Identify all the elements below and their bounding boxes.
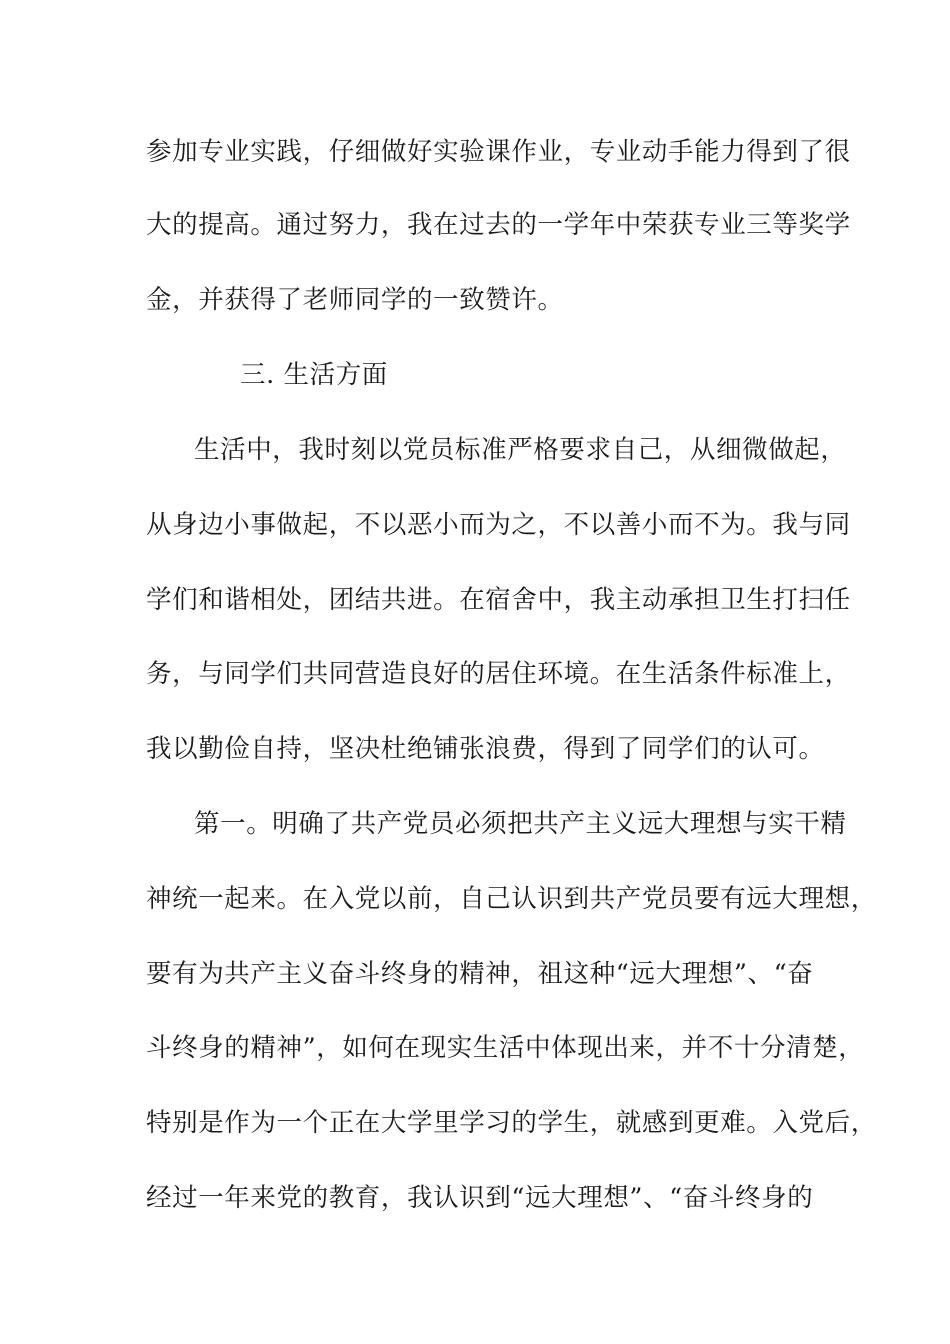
paragraph-line: 要有为共产主义奋斗终身的精神，祖这种“远大理想”、“奋 (146, 959, 814, 989)
paragraph-line: 务，与同学们共同营造良好的居住环境。在生活条件标准上， (146, 659, 851, 689)
paragraph-line: 生活中，我时刻以党员标准严格要求自己，从细微做起， (194, 435, 847, 465)
paragraph-line: 我以勤俭自持，坚决杜绝铺张浪费，得到了同学们的认可。 (146, 734, 825, 764)
paragraph-line: 特别是作为一个正在大学里学习的学生，就感到更难。入党后， (146, 1108, 877, 1138)
paragraph-line: 神统一起来。在入党以前，自己认识到共产党员要有远大理想， (146, 884, 877, 914)
paragraph-line: 大的提高。通过努力，我在过去的一学年中荣获专业三等奖学 (146, 210, 851, 240)
paragraph-line: 第一。明确了共产党员必须把共产主义远大理想与实干精 (194, 809, 847, 839)
paragraph-line: 参加专业实践，仔细做好实验课作业，专业动手能力得到了很 (146, 137, 851, 167)
paragraph-line: 经过一年来党的教育，我认识到“远大理想”、“奋斗终身的 (146, 1183, 814, 1213)
paragraph-line: 斗终身的精神”，如何在现实生活中体现出来，并不十分清楚， (146, 1033, 865, 1063)
paragraph-line: 从身边小事做起，不以恶小而为之，不以善小而不为。我与同 (146, 510, 851, 540)
section-heading: 三. 生活方面 (240, 360, 388, 390)
paragraph-line: 金，并获得了老师同学的一致赞许。 (146, 285, 564, 315)
paragraph-line: 学们和谐相处，团结共进。在宿舍中，我主动承担卫生打扫任 (146, 585, 851, 615)
